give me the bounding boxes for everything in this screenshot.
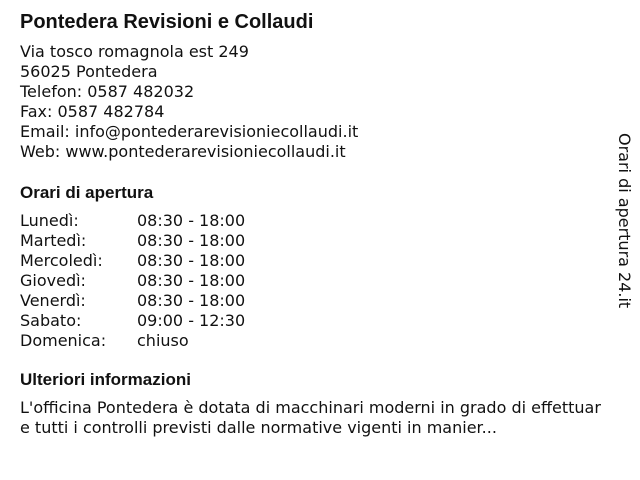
day-hours: 08:30 - 18:00 [137, 291, 246, 310]
business-description: L'officina Pontedera è dotata di macchinari moderni in grado di effettuare tutti i controlli previsti dalle normative vigenti in manier... [20, 398, 601, 437]
day-label: Lunedì: [20, 211, 79, 230]
day-hours: 08:30 - 18:00 [137, 251, 246, 270]
web-line [20, 142, 610, 162]
hours-row [20, 291, 245, 311]
hours-row [20, 251, 245, 271]
email-line [20, 122, 610, 142]
city-line: 56025 Pontedera [20, 62, 158, 81]
day-label: Mercoledì: [20, 251, 103, 270]
business-name: Pontedera Revisioni e Collaudi [20, 11, 314, 33]
email-label: Email: [20, 122, 70, 141]
day-hours: 08:30 - 18:00 [137, 271, 246, 290]
fax-label: Fax: [20, 102, 53, 121]
hours-row [20, 211, 245, 231]
website-link[interactable]: www.pontederarevisioniecollaudi.it [65, 142, 346, 161]
email-link[interactable]: info@pontederarevisioniecollaudi.it [74, 122, 359, 141]
address-line: Via tosco romagnola est 249 [20, 42, 249, 61]
opening-hours-table [20, 211, 245, 351]
day-label: Domenica: [20, 331, 107, 350]
phone-label: Telefon: [20, 82, 83, 101]
hours-row [20, 271, 245, 291]
day-label: Venerdì: [20, 291, 86, 310]
opening-hours-heading: Orari di apertura [20, 183, 154, 202]
day-hours: 09:00 - 12:30 [137, 311, 246, 330]
hours-row [20, 231, 245, 251]
more-info-heading: Ulteriori informazioni [20, 370, 191, 389]
business-card [20, 10, 610, 438]
day-label: Giovedì: [20, 271, 86, 290]
brand-watermark[interactable]: Orari di apertura 24.it [615, 133, 634, 309]
day-label: Martedì: [20, 231, 87, 250]
fax-line [20, 102, 610, 122]
web-label: Web: [20, 142, 61, 161]
hours-row [20, 331, 245, 351]
phone-line [20, 82, 610, 102]
hours-row [20, 311, 245, 331]
fax-value: 0587 482784 [57, 102, 165, 121]
day-label: Sabato: [20, 311, 82, 330]
day-hours: chiuso [137, 331, 189, 350]
day-hours: 08:30 - 18:00 [137, 231, 246, 250]
day-hours: 08:30 - 18:00 [137, 211, 246, 230]
phone-link[interactable]: 0587 482032 [87, 82, 195, 101]
